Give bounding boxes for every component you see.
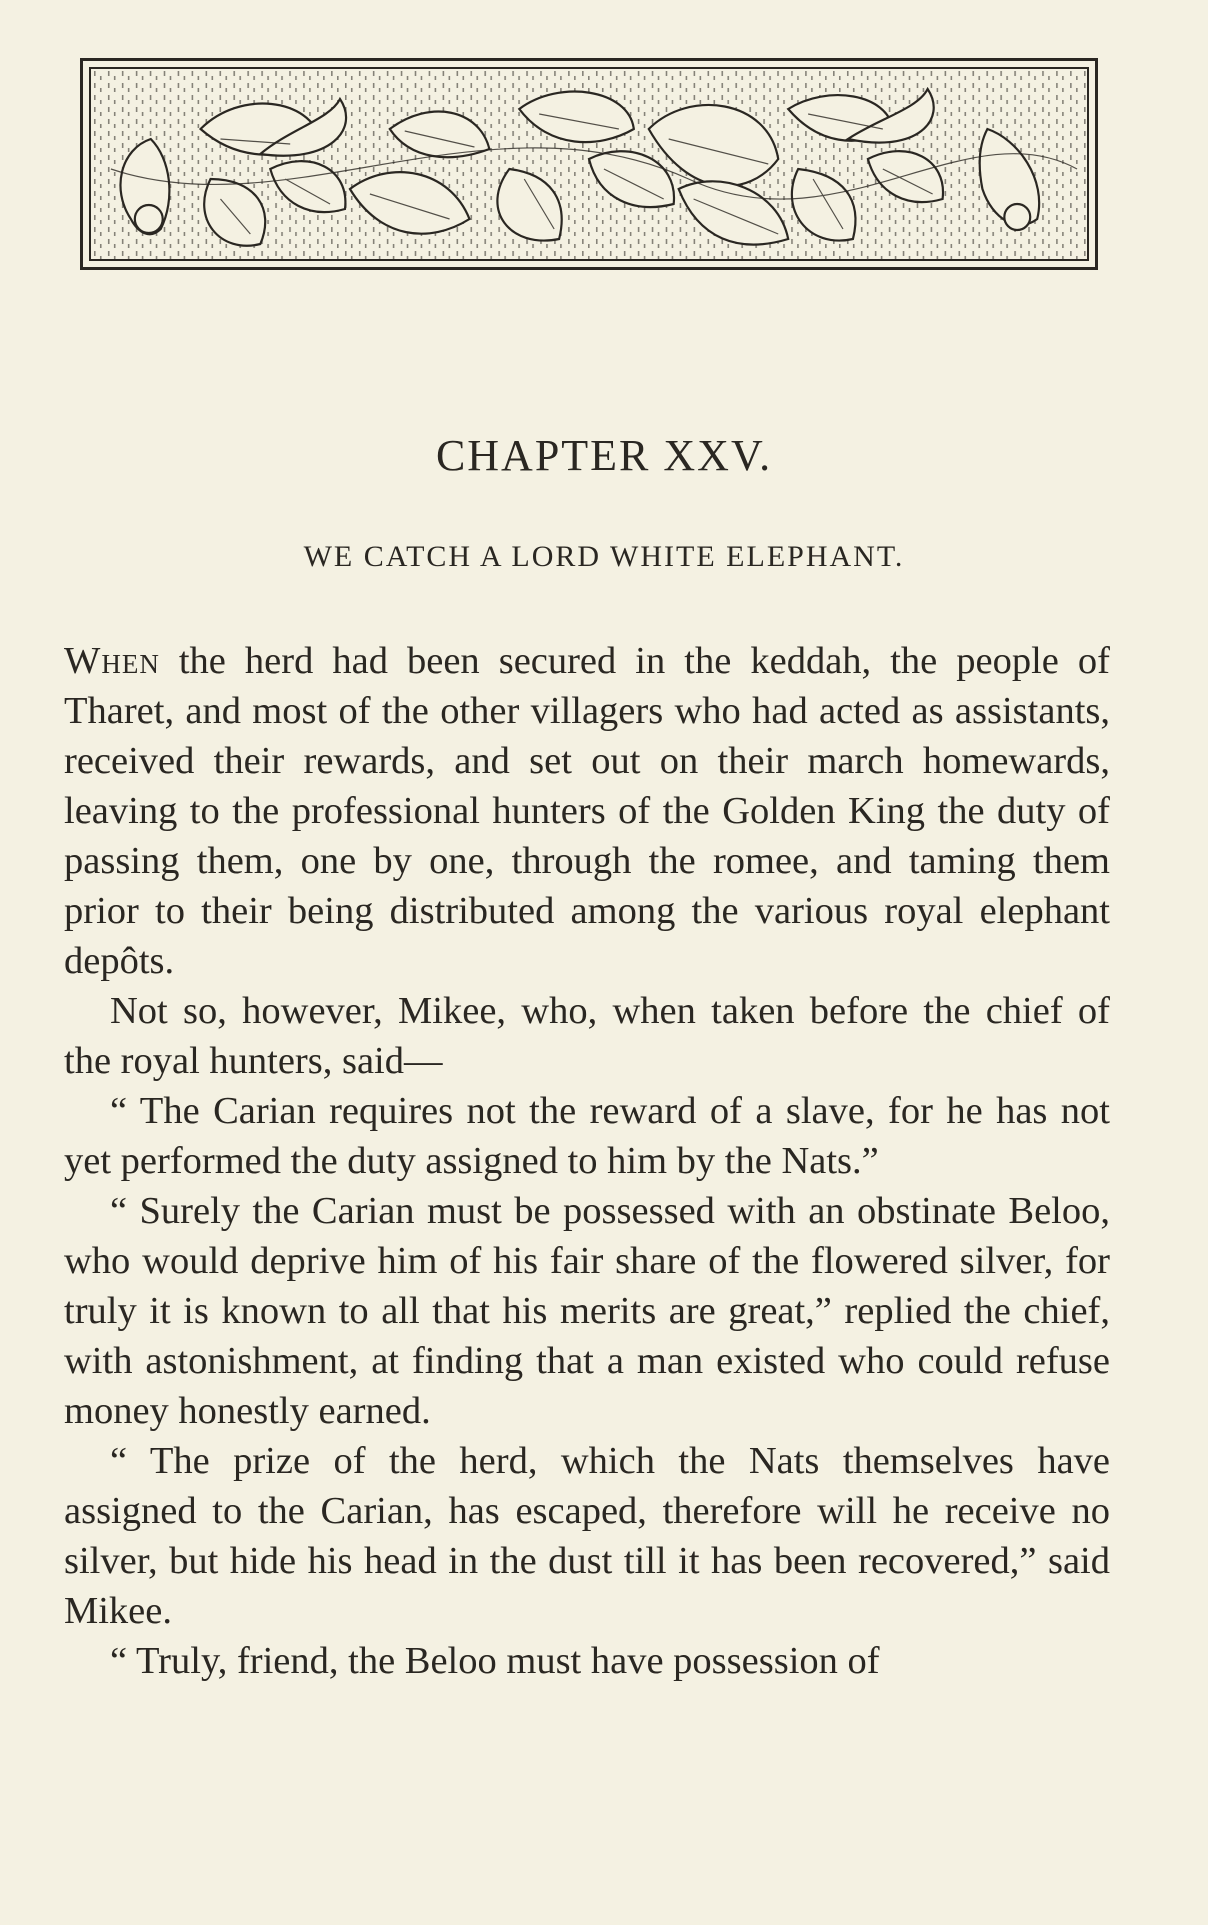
chapter-subtitle: WE CATCH A LORD WHITE ELEPHANT.: [303, 540, 905, 573]
paragraph-text: the herd had been secured in the keddah, the people of Tharet, and most of the other villagers who had acted as assistants, received their rewards, and set out on their march homewards, leaving to the professional hunters of the Golden King the duty of passing them, one by one, through the romee, and taming them prior to their being distributed among the various royal elephant depôts.: [64, 640, 1110, 982]
paragraph: “ The Carian requires not the reward of a slave, for he has not yet performed the duty assigned to him by the Nats.”: [64, 1090, 1110, 1182]
paragraph: “ The prize of the herd, which the Nats themselves have assigned to the Carian, has escaped, therefore will he receive no silver, but hide his head in the dust till it has been recovered,” said Mikee.: [64, 1440, 1110, 1632]
paragraph: “ Surely the Carian must be possessed with an obstinate Beloo, who would deprive him of his fair share of the flowered silver, for truly it is known to all that his merits are great,” replied the chief, with astonishment, at finding that a man existed who could refuse money honestly earned.: [64, 1190, 1110, 1432]
floral-ornament-icon: [89, 67, 1089, 261]
paragraph: [64, 636, 1110, 986]
chapter-title: CHAPTER XXV.: [435, 431, 773, 480]
paragraph: “ Truly, friend, the Beloo must have possession of: [110, 1640, 880, 1682]
floral-headpiece: [80, 58, 1098, 270]
chapter-body: [64, 636, 1110, 1686]
paragraph-lead-word: When: [64, 640, 160, 682]
paragraph: Not so, however, Mikee, who, when taken before the chief of the royal hunters, said—: [64, 990, 1110, 1082]
